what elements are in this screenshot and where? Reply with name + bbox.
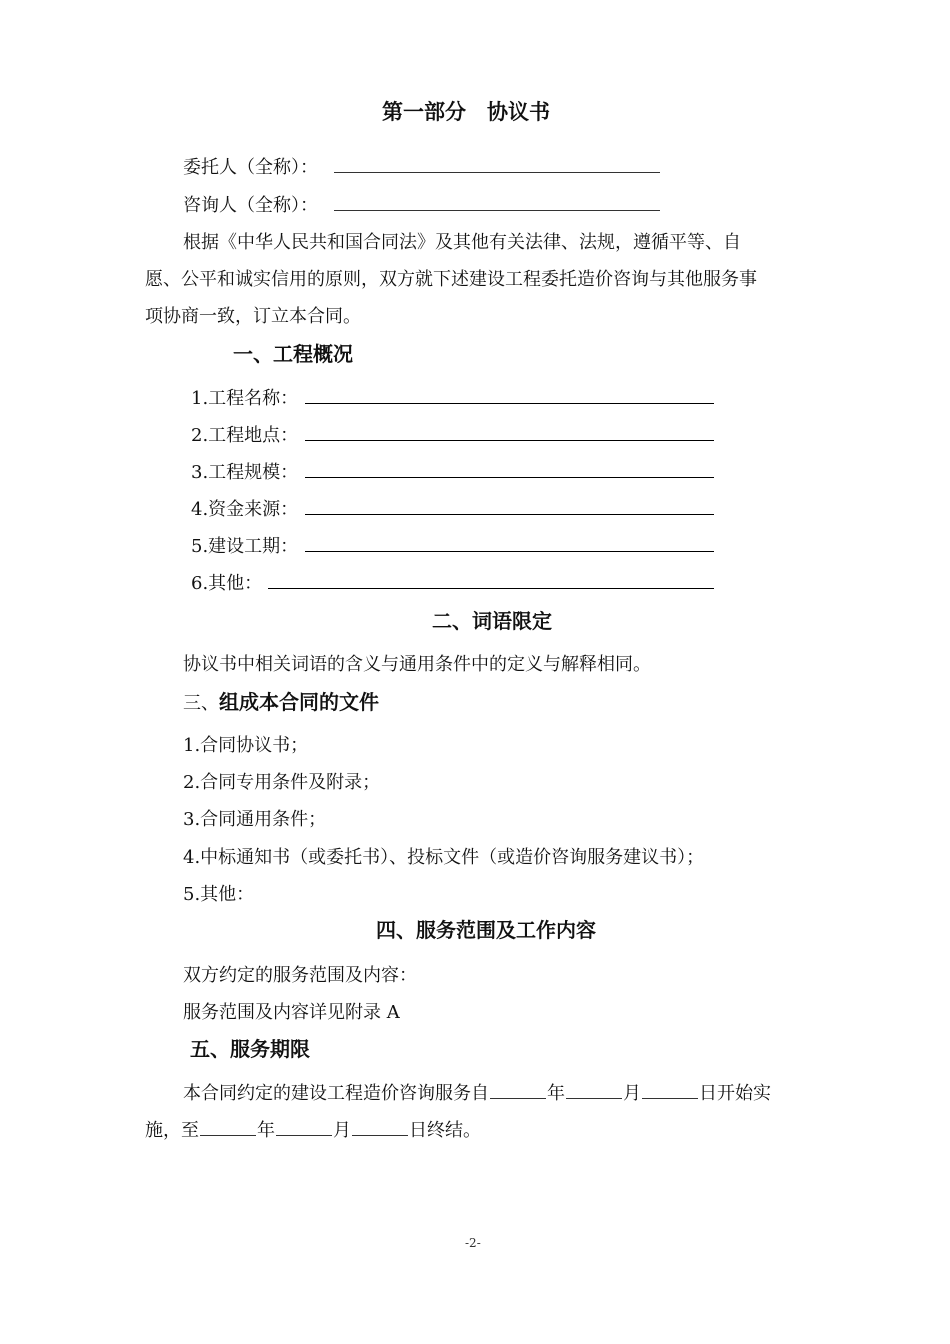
construction-period-label: 5.建设工期： [191,536,299,557]
section3-heading: 组成本合同的文件 [219,690,379,714]
client-label: 委托人（全称）： [183,157,318,178]
funding-source-label: 4.资金来源： [191,499,299,520]
section3-heading-row [183,686,379,715]
construction-period-blank [305,551,714,552]
funding-source-blank [305,514,714,515]
section4-heading: 四、服务范围及工作内容 [376,918,596,942]
section4-line-2: 服务范围及内容详见附录 A [183,1002,400,1023]
client-name-blank [334,172,660,173]
project-scale-label: 3.工程规模： [191,462,299,483]
service-period-end-text: 日终结。 [409,1120,481,1141]
other-blank [268,588,714,589]
intro-line-2: 愿、公平和诚实信用的原则，双方就下述建设工程委托造价咨询与其他服务事 [145,269,757,290]
section2-text: 协议书中相关词语的含义与通用条件中的定义与解释相同。 [183,654,651,675]
start-year-unit: 年 [547,1083,565,1104]
intro-line-1: 根据《中华人民共和国合同法》及其他有关法律、法规，遵循平等、自 [183,232,741,253]
start-day-blank [642,1080,698,1099]
service-period-from-text: 本合同约定的建设工程造价咨询服务自 [183,1083,489,1104]
section3-prefix: 三、 [183,693,219,714]
end-day-blank [352,1117,408,1136]
section2-heading: 二、词语限定 [432,609,552,633]
page-number: -2- [465,1236,481,1250]
start-year-blank [490,1080,546,1099]
project-location-blank [305,440,714,441]
consultant-label: 咨询人（全称）： [183,195,318,216]
doc-item-3: 3.合同通用条件； [183,809,327,830]
intro-line-3: 项协商一致，订立本合同。 [145,306,361,327]
project-name-blank [305,403,714,404]
end-year-unit: 年 [257,1120,275,1141]
section1-heading: 一、工程概况 [233,342,353,366]
service-period-to-text: 施，至 [145,1120,199,1141]
project-scale-blank [305,477,714,478]
start-month-blank [566,1080,622,1099]
end-month-unit: 月 [333,1120,351,1141]
service-period-line-2 [145,1116,481,1142]
section4-line-1: 双方约定的服务范围及内容： [183,965,417,986]
end-year-blank [200,1117,256,1136]
consultant-name-blank [334,210,660,211]
project-location-label: 2.工程地点： [191,425,299,446]
doc-item-4: 4.中标通知书（或委托书）、投标文件（或造价咨询服务建议书）； [183,847,705,868]
section5-heading: 五、服务期限 [190,1037,310,1061]
doc-item-2: 2.合同专用条件及附录； [183,772,381,793]
doc-item-5: 5.其他： [183,884,255,905]
end-month-blank [276,1117,332,1136]
project-name-label: 1.工程名称： [191,388,299,409]
service-period-line-1 [183,1079,771,1105]
start-month-unit: 月 [623,1083,641,1104]
other-label: 6.其他： [191,573,263,594]
doc-item-1: 1.合同协议书； [183,735,309,756]
service-period-start-text: 日开始实 [699,1083,771,1104]
page-title: 第一部分 协议书 [382,100,550,124]
